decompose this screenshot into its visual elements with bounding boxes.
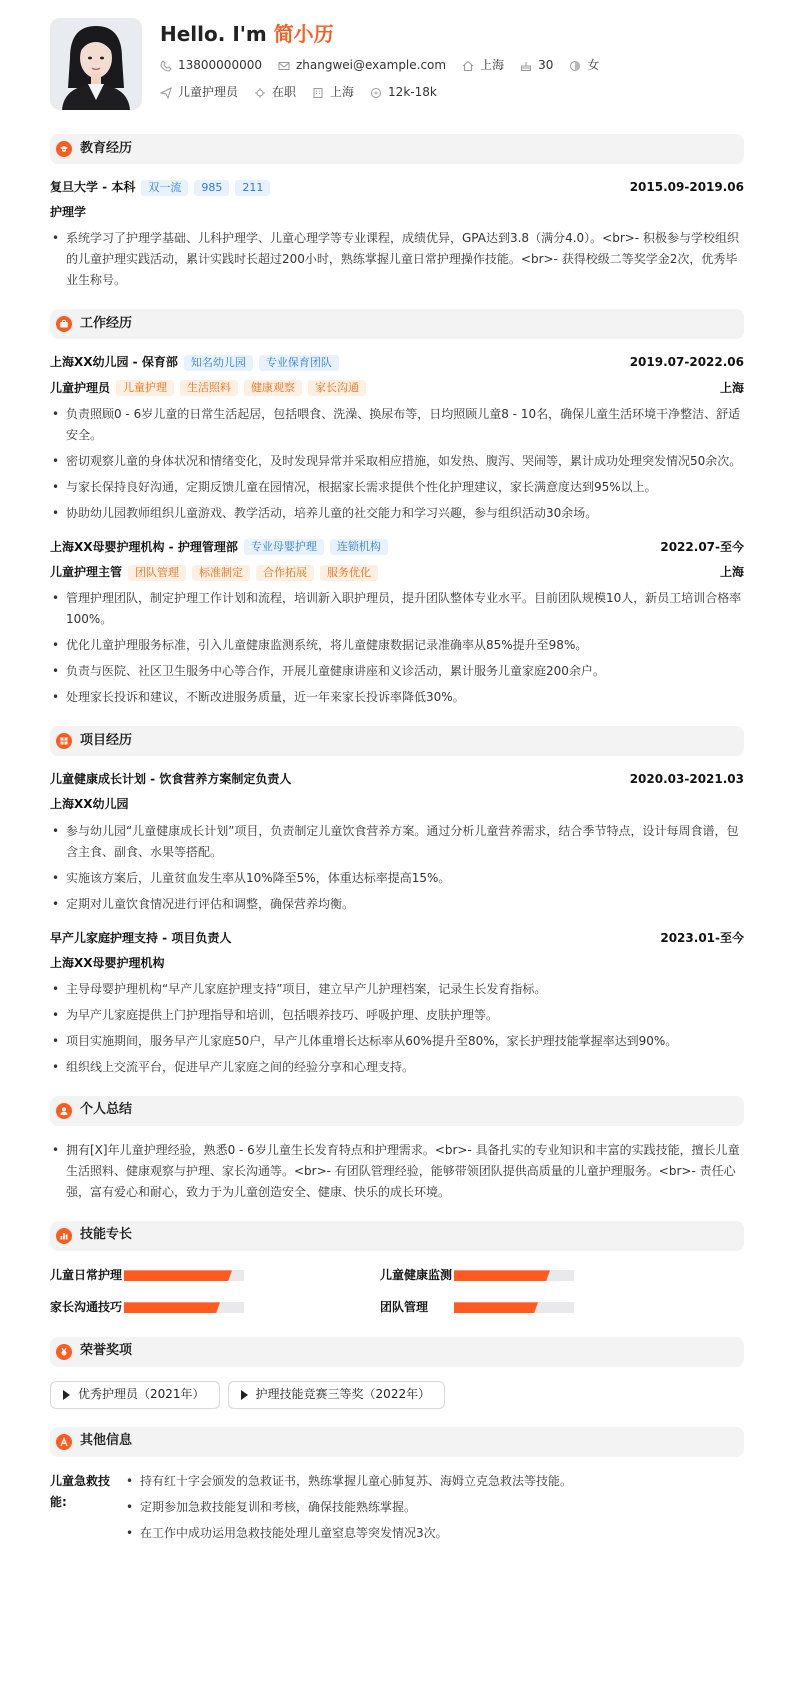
skill-bar-fill (454, 1270, 550, 1281)
medal-icon (56, 1344, 72, 1360)
email[interactable]: zhangwei@example.com (278, 56, 446, 75)
cake-icon (520, 60, 532, 72)
avatar (50, 18, 142, 110)
skills-section (50, 1221, 744, 1319)
skill-name: 儿童健康监测 (380, 1268, 453, 1283)
project-entry (50, 770, 744, 914)
gender: 女 (569, 56, 599, 75)
section-header (50, 1096, 744, 1126)
tag: 专业母婴护理 (244, 539, 324, 555)
skill-name: 儿童日常护理 (50, 1268, 123, 1283)
phone-icon (160, 60, 172, 72)
list-item: • 定期参加急救技能复训和考核，确保技能熟练掌握。 (124, 1497, 572, 1518)
tag: 儿童护理 (116, 380, 174, 396)
awards-section (50, 1337, 744, 1409)
company-name: 上海XX母婴护理机构 - 护理管理部 (50, 539, 238, 554)
list-item: • 主导母婴护理机构“早产儿家庭护理支持”项目，建立早产儿护理档案，记录生长发育指标。 (50, 979, 744, 1000)
skill-item (50, 1297, 380, 1319)
building-icon (312, 87, 324, 99)
skill-item (50, 1265, 380, 1287)
tag: 生活照料 (180, 380, 238, 396)
summary-section (50, 1096, 744, 1203)
list-item: • 为早产儿家庭提供上门护理指导和培训，包括喂养技巧、呼吸护理、皮肤护理等。 (50, 1005, 744, 1026)
section-header (50, 1427, 744, 1457)
candidate-name: 简小历 (273, 22, 334, 46)
tag: 211 (235, 180, 270, 196)
tag: 985 (194, 180, 229, 196)
date-range: 2015.09-2019.06 (629, 180, 744, 194)
awards-list (50, 1381, 744, 1409)
skill-bar-fill (124, 1270, 232, 1281)
coin-icon (370, 87, 382, 99)
education-section (50, 134, 744, 291)
bar-chart-icon (56, 1228, 72, 1244)
list-item: • 负责与医院、社区卫生服务中心等合作，开展儿童健康讲座和义诊活动，累计服务儿童家庭200余户。 (50, 661, 744, 682)
status-icon (254, 87, 266, 99)
list-item: • 在工作中成功运用急救技能处理儿童窒息等突发情况3次。 (124, 1523, 572, 1544)
date-range: 2019.07-2022.06 (629, 355, 744, 370)
expected-salary: 12k-18k (370, 83, 437, 102)
work-entry (50, 353, 744, 523)
tag: 团队管理 (128, 565, 186, 581)
job-city: 上海 (719, 380, 744, 395)
gender-icon (569, 60, 581, 72)
section-header (50, 1221, 744, 1251)
list-item: • 拥有[X]年儿童护理经验，熟悉0 - 6岁儿童生长发育特点和护理需求。<br>- 具备扎实的专业知识和丰富的实践技能，擅长儿童生活照料、健康观察与护理、家长沟通等。<br>- 有团队管理经验，能够带领团队提供高质量的儿童护理服务。<br>- 责任心强，富有爱心和耐心，致力于为儿童创造安全、健康、快乐的成长环境。 (50, 1140, 744, 1203)
tag: 专业保育团队 (259, 355, 339, 371)
resume-header (50, 18, 744, 110)
section-title: 工作经历 (80, 315, 133, 331)
contact-row (160, 56, 615, 75)
briefcase-icon (56, 316, 72, 332)
list-item: • 与家长保持良好沟通，定期反馈儿童在园情况，根据家长需求提供个性化护理建议，家长满意度达到95%以上。 (50, 477, 744, 498)
age: 30 (520, 56, 553, 75)
skill-item (380, 1297, 710, 1319)
other-section (50, 1427, 744, 1549)
tag: 连锁机构 (330, 539, 388, 555)
skill-bar-fill (124, 1302, 220, 1313)
section-header (50, 726, 744, 756)
section-header (50, 1337, 744, 1367)
user-icon (56, 1103, 72, 1119)
mail-icon (278, 60, 290, 72)
major: 护理学 (50, 205, 87, 220)
award-item[interactable]: 优秀护理员（2021年） (50, 1381, 220, 1409)
other-label: 儿童急救技能: (50, 1473, 111, 1509)
project-entry (50, 929, 744, 1078)
skill-item (380, 1265, 710, 1287)
work-section (50, 309, 744, 708)
phone: 13800000000 (160, 56, 262, 75)
employment-status: 在职 (254, 83, 296, 102)
list-item: • 实施该方案后，儿童贫血发生率从10%降至5%，体重达标率提高15%。 (50, 868, 744, 889)
list-item: • 优化儿童护理服务标准，引入儿童健康监测系统，将儿童健康数据记录准确率从85%提升至98%。 (50, 635, 744, 656)
section-title: 教育经历 (80, 140, 133, 156)
date-range: 2023.01-至今 (660, 930, 744, 945)
list-item: • 持有红十字会颁发的急救证书，熟练掌握儿童心肺复苏、海姆立克急救法等技能。 (124, 1471, 572, 1492)
location: 上海 (462, 56, 504, 75)
project-org: 上海XX幼儿园 (50, 797, 129, 812)
skill-bar (454, 1270, 574, 1281)
send-icon (160, 87, 172, 99)
tag: 合作拓展 (256, 565, 314, 581)
tag: 服务优化 (320, 565, 378, 581)
tag: 双一流 (141, 180, 188, 196)
award-item[interactable]: 护理技能竞赛三等奖（2022年） (228, 1381, 446, 1409)
tag: 家长沟通 (308, 380, 366, 396)
section-title: 个人总结 (80, 1102, 133, 1118)
play-icon (63, 1390, 70, 1400)
font-icon (56, 1434, 72, 1450)
section-title: 技能专长 (80, 1227, 133, 1243)
list-item: • 定期对儿童饮食情况进行评估和调整，确保营养均衡。 (50, 894, 744, 915)
section-header (50, 309, 744, 339)
job-role: 儿童护理主管 (50, 564, 123, 579)
section-title: 项目经历 (80, 732, 133, 748)
school-name: 复旦大学 - 本科 (50, 180, 136, 194)
list-item: • 处理家长投诉和建议，不断改进服务质量，近一年来家长投诉率降低30%。 (50, 687, 744, 708)
project-name: 早产儿家庭护理支持 - 项目负责人 (50, 930, 232, 945)
section-header (50, 134, 744, 164)
skill-bar (124, 1270, 244, 1281)
list-item: • 负责照顾0 - 6岁儿童的日常生活起居，包括喂食、洗澡、换尿布等，日均照顾儿童8 - 10名，确保儿童生活环境干净整洁、舒适安全。 (50, 404, 744, 446)
company-name: 上海XX幼儿园 - 保育部 (50, 355, 178, 370)
skill-name: 团队管理 (380, 1300, 429, 1315)
tag: 知名幼儿园 (184, 355, 253, 371)
list-item: • 密切观察儿童的身体状况和情绪变化，及时发现异常并采取相应措施，如发热、腹泻、哭闹等，累计成功处理突发情况50余次。 (50, 451, 744, 472)
skill-bar-fill (454, 1302, 538, 1313)
job-role: 儿童护理员 (50, 380, 111, 395)
skills-grid (50, 1265, 744, 1319)
tag: 健康观察 (244, 380, 302, 396)
list-item: • 系统学习了护理学基础、儿科护理学、儿童心理学等专业课程，成绩优异，GPA达到3.8（满分4.0）。<br>- 积极参与学校组织的儿童护理实践活动，累计实践时长超过200小时，熟练掌握儿童日常护理操作技能。<br>- 获得校级二等奖学金2次，优秀毕业生称号。 (50, 228, 744, 291)
play-icon (241, 1390, 248, 1400)
work-entry (50, 538, 744, 708)
target-position: 儿童护理员 (160, 83, 238, 102)
grid-icon (56, 733, 72, 749)
project-org: 上海XX母婴护理机构 (50, 955, 165, 970)
date-range: 2022.07-至今 (660, 539, 744, 554)
section-title: 荣誉奖项 (80, 1343, 133, 1359)
greeting-title: Hello. I'm 简小历 (160, 22, 334, 46)
section-title: 其他信息 (80, 1433, 133, 1449)
other-info (50, 1471, 744, 1549)
date-range: 2020.03-2021.03 (629, 772, 744, 787)
job-city: 上海 (719, 564, 744, 579)
education-entry (50, 178, 744, 291)
list-item: • 组织线上交流平台，促进早产儿家庭之间的经验分享和心理支持。 (50, 1057, 744, 1078)
list-item: • 管理护理团队，制定护理工作计划和流程，培训新入职护理员，提升团队整体专业水平。目前团队规模10人，新员工培训合格率100%。 (50, 588, 744, 630)
list-item: • 协助幼儿园教师组织儿童游戏、教学活动，培养儿童的社交能力和学习兴趣，参与组织活动30余场。 (50, 503, 744, 524)
job-intent-row (160, 83, 615, 102)
skill-bar (124, 1302, 244, 1313)
skill-bar (454, 1302, 574, 1313)
list-item: • 项目实施期间，服务早产儿家庭50户，早产儿体重增长达标率从60%提升至80%，家长护理技能掌握率达到90%。 (50, 1031, 744, 1052)
graduation-cap-icon (56, 141, 72, 157)
tag: 标准制定 (192, 565, 250, 581)
home-icon (462, 60, 474, 72)
project-name: 儿童健康成长计划 - 饮食营养方案制定负责人 (50, 772, 292, 787)
target-city: 上海 (312, 83, 354, 102)
skill-name: 家长沟通技巧 (50, 1300, 123, 1315)
projects-section (50, 726, 744, 1078)
list-item: • 参与幼儿园“儿童健康成长计划”项目，负责制定儿童饮食营养方案。通过分析儿童营养需求，结合季节特点，设计每周食谱，包含主食、副食、水果等搭配。 (50, 821, 744, 863)
